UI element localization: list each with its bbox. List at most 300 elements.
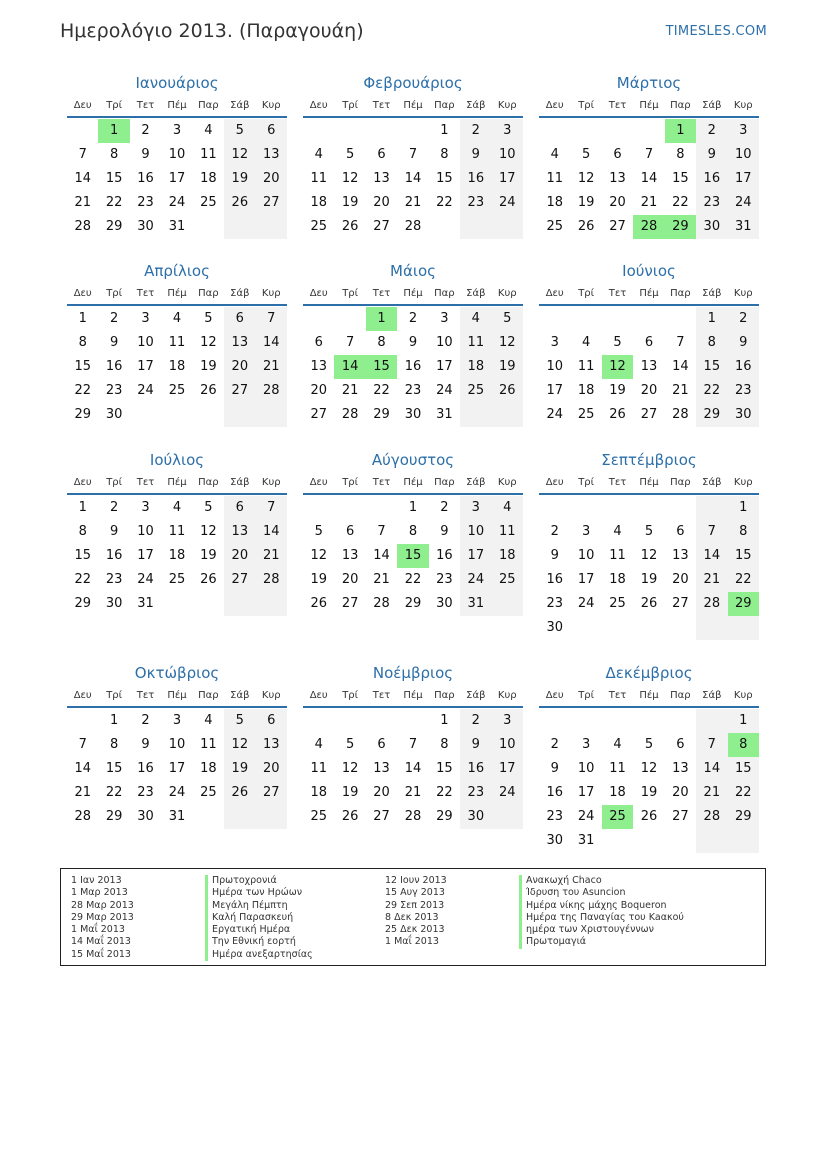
day-cell: 29 — [373, 407, 390, 422]
empty-cell — [633, 709, 664, 733]
day-cell: 29 — [728, 805, 759, 829]
day-cell: 15 — [105, 171, 123, 186]
holiday-date: 15 Μαΐ 2013 — [71, 948, 131, 960]
day-cell: 2 — [141, 123, 150, 138]
day-cell: 20 — [640, 383, 658, 398]
weekday-label: Κυρ — [497, 690, 517, 701]
day-cell: 5 — [204, 311, 213, 326]
day-cell: 27 — [224, 379, 255, 403]
day-cell: 6 — [676, 524, 685, 539]
day-cell: 31 — [436, 407, 453, 422]
day-cell: 14 — [696, 757, 727, 781]
weekday-label: Κυρ — [497, 288, 517, 299]
empty-cell — [602, 616, 633, 640]
day-cell: 2 — [728, 307, 759, 331]
day-cell: 9 — [141, 737, 150, 752]
empty-cell — [602, 307, 633, 331]
day-cell: 23 — [546, 596, 563, 611]
weekday-label: Σάβ — [230, 288, 250, 299]
empty-cell — [696, 709, 727, 733]
day-cell: 25 — [310, 809, 327, 824]
weekday-label: Τρί — [106, 690, 123, 701]
holiday-name: Ημέρα της Παναγίας του Κaακού — [519, 912, 684, 924]
weekday-label: Σάβ — [702, 288, 722, 299]
weekday-label: Πέμ — [639, 288, 659, 299]
day-cell: 7 — [408, 737, 418, 752]
day-cell: 26 — [640, 809, 658, 824]
day-cell: 5 — [644, 524, 654, 539]
day-cell: 29 — [404, 596, 422, 611]
holiday-name: Ίδρυση του Asuncion — [519, 887, 684, 899]
day-cell: 24 — [168, 785, 186, 800]
day-cell: 31 — [168, 809, 186, 824]
day-cell: 21 — [256, 355, 287, 379]
days-grid — [67, 307, 287, 427]
empty-cell — [256, 403, 287, 427]
day-cell: 28 — [404, 809, 422, 824]
empty-cell — [130, 403, 161, 427]
weekday-label: Παρ — [198, 690, 219, 701]
weekday-label: Τρί — [342, 288, 359, 299]
day-cell: 1 — [728, 496, 759, 520]
day-cell: 12 — [224, 733, 255, 757]
month-10 — [67, 663, 287, 829]
day-cell: 9 — [550, 548, 559, 563]
day-cell: 1 — [109, 713, 119, 728]
day-cell: 19 — [341, 195, 359, 210]
day-cell: 20 — [672, 785, 689, 800]
weekday-label: Δευ — [545, 100, 564, 111]
day-cell: 23 — [404, 383, 422, 398]
day-cell: 2 — [408, 311, 418, 326]
empty-cell — [224, 215, 255, 239]
weekday-label: Κυρ — [261, 477, 281, 488]
weekday-label: Σάβ — [230, 477, 250, 488]
day-cell: 9 — [460, 143, 491, 167]
day-cell: 11 — [168, 335, 186, 350]
empty-cell — [492, 592, 523, 616]
weekday-header — [539, 96, 759, 118]
day-cell: 22 — [74, 572, 91, 587]
empty-cell — [67, 709, 98, 733]
empty-cell — [665, 829, 696, 853]
day-cell: 13 — [341, 548, 359, 563]
day-cell: 22 — [74, 383, 91, 398]
day-cell: 26 — [341, 219, 359, 234]
holiday-name: Ημέρα νίκης μάχης Boqueron — [519, 900, 684, 912]
day-cell: 16 — [137, 171, 154, 186]
holiday-dates-right — [385, 875, 447, 949]
empty-cell — [460, 403, 491, 427]
day-cell: 26 — [224, 191, 255, 215]
weekday-header — [303, 96, 523, 118]
month-name: Φεβρουάριος — [363, 74, 463, 92]
empty-cell — [334, 119, 365, 143]
site-link[interactable]: TIMESLES.COM — [665, 24, 767, 39]
day-cell: 11 — [460, 331, 491, 355]
empty-cell — [539, 119, 570, 143]
weekday-label: Πέμ — [403, 477, 423, 488]
day-cell: 29 — [74, 596, 91, 611]
day-cell: 30 — [546, 833, 563, 848]
day-cell: 20 — [373, 195, 390, 210]
empty-cell — [397, 119, 428, 143]
day-cell: 18 — [168, 359, 186, 374]
day-cell: 11 — [492, 520, 523, 544]
day-cell: 6 — [256, 119, 287, 143]
day-cell: 7 — [256, 496, 287, 520]
day-cell: 14 — [640, 171, 658, 186]
day-cell: 13 — [373, 171, 390, 186]
day-cell: 19 — [492, 355, 523, 379]
day-cell: 7 — [676, 335, 685, 350]
holiday-date: 1 Ιαν 2013 — [71, 875, 122, 886]
day-cell: 13 — [609, 171, 626, 186]
weekday-label: Παρ — [434, 477, 455, 488]
weekday-label: Δευ — [73, 288, 92, 299]
day-cell: 20 — [224, 355, 255, 379]
day-cell: 8 — [78, 524, 87, 539]
empty-cell — [665, 709, 696, 733]
weekday-label: Πέμ — [639, 690, 659, 701]
month-8 — [303, 450, 523, 616]
day-cell: 6 — [256, 709, 287, 733]
empty-cell — [334, 709, 365, 733]
day-cell: 18 — [609, 572, 626, 587]
day-cell: 4 — [550, 147, 559, 162]
weekday-label: Πέμ — [403, 288, 423, 299]
weekday-header — [539, 473, 759, 495]
day-cell: 24 — [460, 568, 491, 592]
empty-cell — [224, 805, 255, 829]
day-cell: 30 — [404, 407, 422, 422]
day-cell: 5 — [204, 500, 213, 515]
day-cell: 13 — [256, 143, 287, 167]
day-cell: 5 — [224, 119, 255, 143]
day-cell: 11 — [200, 737, 217, 752]
holiday-name: Ημέρα ανεξαρτησίας — [205, 949, 313, 961]
day-cell: 29 — [74, 407, 91, 422]
weekday-label: Σάβ — [702, 690, 722, 701]
day-cell: 7 — [256, 307, 287, 331]
empty-cell — [539, 496, 570, 520]
weekday-label: Τρί — [578, 100, 595, 111]
day-cell: 9 — [696, 143, 727, 167]
day-cell: 13 — [672, 548, 689, 563]
day-cell: 28 — [672, 407, 689, 422]
holiday-list — [60, 868, 766, 966]
day-cell: 6 — [644, 335, 654, 350]
day-cell: 4 — [204, 713, 213, 728]
weekday-label: Τετ — [372, 288, 391, 299]
day-cell: 5 — [644, 737, 654, 752]
day-cell: 16 — [105, 548, 123, 563]
day-cell: 12 — [640, 761, 658, 776]
weekday-label: Παρ — [670, 288, 691, 299]
day-cell: 5 — [224, 709, 255, 733]
weekday-label: Τετ — [136, 288, 155, 299]
empty-cell — [696, 496, 727, 520]
empty-cell — [366, 709, 397, 733]
weekday-label: Τρί — [578, 477, 595, 488]
day-cell: 11 — [200, 147, 217, 162]
day-cell: 20 — [373, 785, 390, 800]
empty-cell — [602, 496, 633, 520]
holiday-dates-left — [71, 875, 134, 961]
day-cell: 18 — [310, 195, 327, 210]
day-cell: 20 — [341, 572, 359, 587]
weekday-label: Κυρ — [733, 288, 753, 299]
day-cell: 6 — [377, 737, 386, 752]
holiday-name: Την Εθνική εορτή — [205, 936, 313, 948]
day-cell: 17 — [492, 757, 523, 781]
day-cell: 10 — [436, 335, 453, 350]
day-cell: 9 — [141, 147, 150, 162]
weekday-label: Δευ — [545, 690, 564, 701]
day-cell: 23 — [137, 195, 154, 210]
weekday-label: Πέμ — [639, 100, 659, 111]
holiday-name: Πρωτομαγιά — [519, 936, 684, 948]
day-cell: 14 — [256, 520, 287, 544]
day-cell: 12 — [310, 548, 327, 563]
day-cell: 29 — [696, 403, 727, 427]
day-cell: 3 — [728, 119, 759, 143]
day-cell: 17 — [137, 359, 154, 374]
day-cell: 9 — [550, 761, 559, 776]
month-9 — [539, 450, 759, 640]
weekday-label: Τετ — [372, 690, 391, 701]
empty-cell — [602, 829, 633, 853]
empty-cell — [539, 709, 570, 733]
day-cell: 5 — [581, 147, 591, 162]
holiday-date: 25 Δεκ 2013 — [385, 924, 445, 936]
holiday-date: 12 Ιουν 2013 — [385, 875, 447, 886]
day-cell: 4 — [172, 311, 182, 326]
day-cell: 21 — [74, 195, 91, 210]
day-cell: 20 — [609, 195, 626, 210]
day-cell: 24 — [492, 781, 523, 805]
weekday-label: Τρί — [106, 477, 123, 488]
day-cell: 23 — [137, 785, 154, 800]
weekday-header — [67, 686, 287, 708]
day-cell: 22 — [672, 195, 689, 210]
day-cell: 13 — [256, 733, 287, 757]
day-cell: 31 — [460, 592, 491, 616]
holiday-names-left — [205, 875, 313, 961]
day-cell: 30 — [546, 620, 563, 635]
day-cell: 6 — [314, 335, 323, 350]
day-cell: 31 — [168, 219, 186, 234]
day-cell: 17 — [577, 572, 595, 587]
weekday-label: Παρ — [434, 690, 455, 701]
day-cell: 25 — [310, 219, 327, 234]
empty-cell — [602, 709, 633, 733]
weekday-label: Δευ — [73, 690, 92, 701]
month-2 — [303, 73, 523, 239]
day-cell: 11 — [609, 761, 626, 776]
empty-cell — [696, 616, 727, 640]
day-cell: 8 — [696, 331, 727, 355]
weekday-label: Κυρ — [733, 690, 753, 701]
day-cell: 3 — [581, 524, 591, 539]
empty-cell — [602, 119, 633, 143]
empty-cell — [161, 403, 192, 427]
day-cell: 25 — [460, 379, 491, 403]
day-cell: 7 — [78, 147, 87, 162]
day-cell: 28 — [341, 407, 359, 422]
days-grid — [303, 496, 523, 616]
day-cell: 17 — [168, 761, 186, 776]
empty-cell — [224, 403, 255, 427]
day-cell: 30 — [696, 215, 727, 239]
day-cell: 21 — [640, 195, 658, 210]
day-cell: 30 — [137, 219, 154, 234]
day-cell: 8 — [728, 733, 759, 757]
day-cell: 1 — [728, 709, 759, 733]
day-cell: 3 — [492, 709, 523, 733]
day-cell: 2 — [696, 119, 727, 143]
day-cell: 26 — [310, 596, 327, 611]
day-cell: 29 — [728, 592, 759, 616]
day-cell: 30 — [105, 407, 123, 422]
day-cell: 16 — [696, 167, 727, 191]
page-title: Ημερολόγιο 2013. (Παραγουάη) — [60, 20, 364, 42]
day-cell: 6 — [345, 524, 355, 539]
day-cell: 2 — [550, 524, 559, 539]
day-cell: 18 — [492, 544, 523, 568]
empty-cell — [570, 709, 601, 733]
days-grid — [539, 307, 759, 427]
weekday-label: Τετ — [608, 690, 627, 701]
day-cell: 1 — [440, 713, 449, 728]
weekday-label: Τετ — [136, 100, 155, 111]
empty-cell — [665, 496, 696, 520]
days-grid — [67, 496, 287, 616]
day-cell: 7 — [78, 737, 87, 752]
weekday-label: Παρ — [198, 288, 219, 299]
day-cell: 30 — [728, 403, 759, 427]
day-cell: 8 — [408, 524, 418, 539]
empty-cell — [303, 709, 334, 733]
day-cell: 23 — [546, 809, 563, 824]
empty-cell — [256, 215, 287, 239]
day-cell: 15 — [105, 761, 123, 776]
day-cell: 2 — [440, 500, 449, 515]
weekday-label: Σάβ — [702, 100, 722, 111]
empty-cell — [67, 119, 98, 143]
empty-cell — [256, 592, 287, 616]
day-cell: 2 — [460, 709, 491, 733]
day-cell: 17 — [728, 167, 759, 191]
empty-cell — [193, 403, 224, 427]
holiday-date: 29 Σεπ 2013 — [385, 899, 445, 911]
day-cell: 19 — [310, 572, 327, 587]
day-cell: 25 — [200, 785, 217, 800]
day-cell: 21 — [341, 383, 359, 398]
day-cell: 16 — [546, 572, 563, 587]
weekday-label: Τρί — [342, 100, 359, 111]
day-cell: 4 — [492, 496, 523, 520]
day-cell: 21 — [404, 785, 422, 800]
day-cell: 19 — [577, 195, 595, 210]
day-cell: 7 — [408, 147, 418, 162]
day-cell: 14 — [672, 359, 689, 374]
day-cell: 6 — [224, 307, 255, 331]
day-cell: 22 — [373, 383, 390, 398]
day-cell: 13 — [224, 331, 255, 355]
day-cell: 14 — [74, 761, 91, 776]
day-cell: 21 — [696, 568, 727, 592]
day-cell: 12 — [341, 761, 359, 776]
day-cell: 19 — [341, 785, 359, 800]
day-cell: 12 — [200, 524, 217, 539]
month-1 — [67, 73, 287, 239]
month-4 — [67, 261, 287, 427]
month-name: Σεπτέμβριος — [601, 451, 697, 469]
day-cell: 18 — [609, 785, 626, 800]
day-cell: 8 — [109, 147, 119, 162]
empty-cell — [366, 496, 397, 520]
day-cell: 26 — [200, 383, 217, 398]
day-cell: 25 — [577, 407, 595, 422]
day-cell: 21 — [672, 383, 689, 398]
empty-cell — [303, 307, 334, 331]
month-name: Ιούνιος — [622, 262, 676, 280]
day-cell: 2 — [109, 311, 119, 326]
month-11 — [303, 663, 523, 829]
day-cell: 11 — [546, 171, 563, 186]
weekday-header — [67, 284, 287, 306]
day-cell: 7 — [696, 733, 727, 757]
day-cell: 5 — [613, 335, 622, 350]
day-cell: 16 — [105, 359, 123, 374]
empty-cell — [193, 215, 224, 239]
holiday-name: ημέρα των Χριστουγέννων — [519, 924, 684, 936]
day-cell: 23 — [696, 191, 727, 215]
day-cell: 15 — [728, 544, 759, 568]
day-cell: 3 — [492, 119, 523, 143]
day-cell: 31 — [728, 215, 759, 239]
day-cell: 25 — [546, 219, 563, 234]
weekday-label: Σάβ — [466, 100, 486, 111]
weekday-label: Τετ — [136, 477, 155, 488]
month-5 — [303, 261, 523, 427]
day-cell: 3 — [172, 123, 182, 138]
day-cell: 29 — [436, 809, 453, 824]
day-cell: 12 — [200, 335, 217, 350]
day-cell: 12 — [224, 143, 255, 167]
days-grid — [67, 709, 287, 829]
day-cell: 16 — [546, 785, 563, 800]
day-cell: 4 — [314, 147, 323, 162]
empty-cell — [728, 616, 759, 640]
day-cell: 19 — [640, 785, 658, 800]
weekday-label: Κυρ — [261, 690, 281, 701]
holiday-date: 1 Μαΐ 2013 — [385, 936, 439, 948]
weekday-label: Τετ — [372, 477, 391, 488]
weekday-label: Πέμ — [639, 477, 659, 488]
day-cell: 26 — [341, 809, 359, 824]
day-cell: 16 — [404, 359, 422, 374]
month-name: Ιανουάριος — [135, 74, 219, 92]
day-cell: 24 — [492, 191, 523, 215]
empty-cell — [161, 592, 192, 616]
day-cell: 25 — [168, 572, 186, 587]
weekday-header — [539, 686, 759, 708]
day-cell: 29 — [105, 809, 123, 824]
day-cell: 27 — [640, 407, 658, 422]
day-cell: 1 — [78, 311, 87, 326]
